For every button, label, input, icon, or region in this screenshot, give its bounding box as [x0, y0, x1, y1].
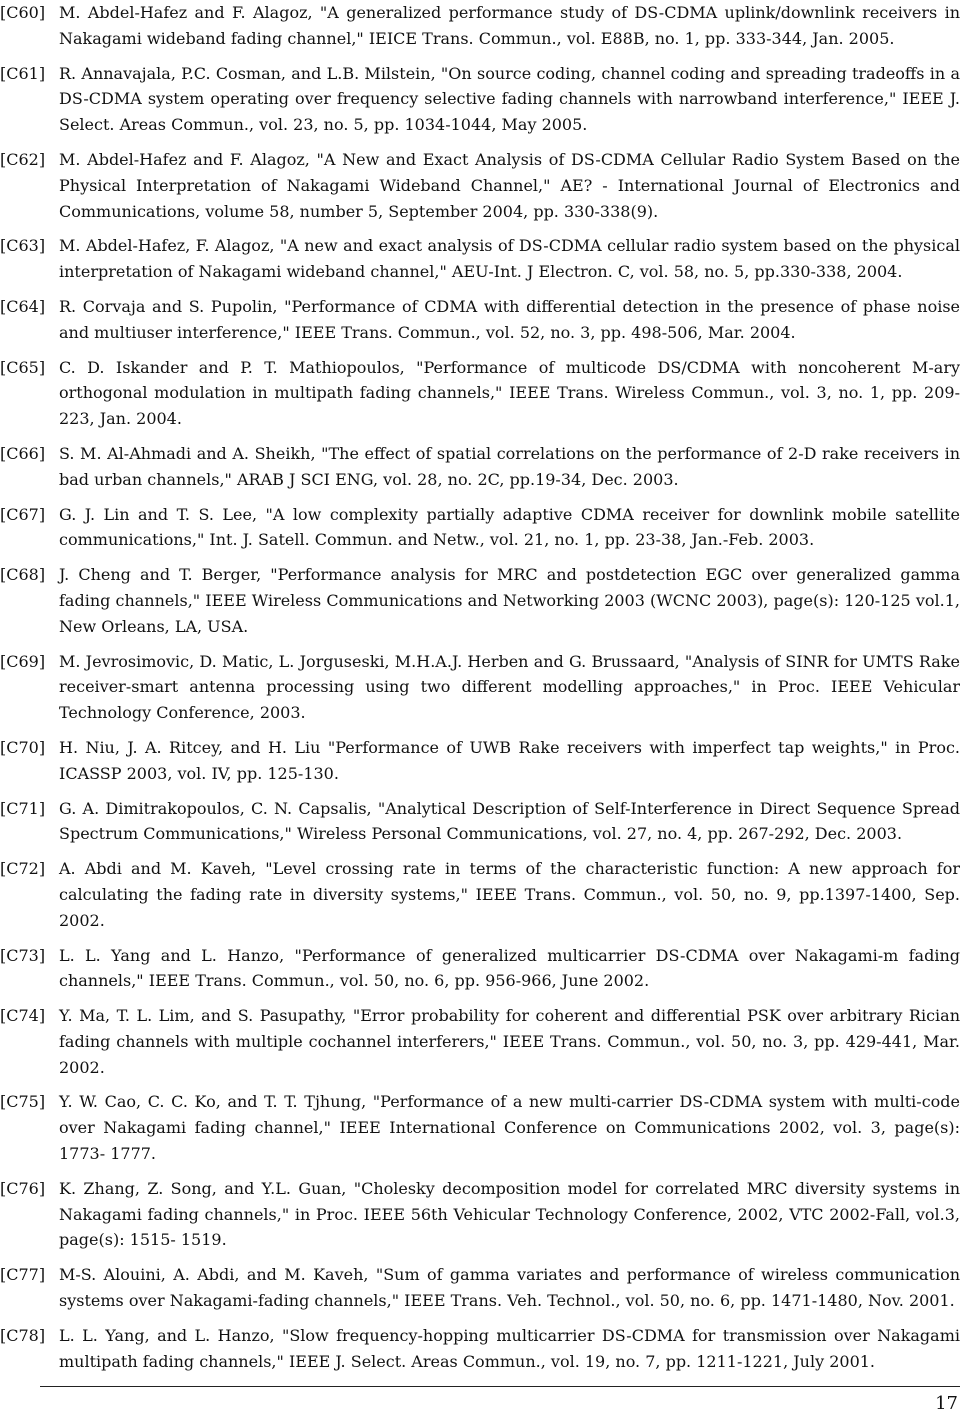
reference-entry: [0, 0, 960, 52]
reference-label: [C65]: [0, 357, 46, 377]
reference-entry: [0, 502, 960, 554]
reference-label: [C66]: [0, 443, 46, 463]
reference-entry: [0, 147, 960, 224]
reference-label: [C69]: [0, 651, 46, 671]
page-number: 17: [935, 1393, 958, 1414]
reference-text: C. D. Iskander and P. T. Mathiopoulos, "Performance of multicode DS/CDMA with noncoherent M-ary orthogonal modulation in multipath fading channels," IEEE Trans. Wireless Commun., vol. 3, no. 1, pp. 209-223, Jan. 2004.: [59, 357, 960, 429]
reference-text: G. A. Dimitrakopoulos, C. N. Capsalis, "Analytical Description of Self-Interference in Direct Sequence Spread Spectrum Communications," Wireless Personal Communications, vol. 27, no. 4, pp. 267-292, Dec. 2003.: [59, 798, 960, 844]
reference-label: [C61]: [0, 63, 46, 83]
reference-text: M. Abdel-Hafez, F. Alagoz, "A new and exact analysis of DS-CDMA cellular radio system based on the physical interpretation of Nakagami wideband channel," AEU-Int. J Electron. C, vol. 58, no. 5, pp.330-338, 2004.: [59, 236, 960, 282]
reference-label: [C74]: [0, 1006, 46, 1026]
reference-text: K. Zhang, Z. Song, and Y.L. Guan, "Cholesky decomposition model for correlated MRC diversity systems in Nakagami fading channels," in Proc. IEEE 56th Vehicular Technology Conference, 2002, VTC 2002-Fall, vol.3, page(s): 1515- 1519.: [59, 1178, 960, 1250]
reference-text: J. Cheng and T. Berger, "Performance analysis for MRC and postdetection EGC over generalized gamma fading channels," IEEE Wireless Communications and Networking 2003 (WCNC 2003), page(s): 120-125 vol.1, New Orleans, LA, USA.: [59, 565, 960, 636]
reference-entry: [0, 355, 960, 432]
reference-label: [C63]: [0, 236, 46, 256]
reference-entry: [0, 735, 960, 787]
footer-rule: [40, 1386, 960, 1387]
reference-text: G. J. Lin and T. S. Lee, "A low complexity partially adaptive CDMA receiver for downlink mobile satellite communications," Int. J. Satell. Commun. and Netw., vol. 21, no. 1, pp. 23-38, Jan.-Feb. 2003.: [59, 504, 960, 550]
reference-text: Y. W. Cao, C. C. Ko, and T. T. Tjhung, "Performance of a new multi-carrier DS-CDMA system with multi-code over Nakagami fading channel," IEEE International Conference on Communications 2002, vol. 3, page(s): 1773- 1777.: [59, 1092, 960, 1164]
reference-label: [C60]: [0, 3, 46, 22]
reference-entry: [0, 294, 960, 346]
reference-text: H. Niu, J. A. Ritcey, and H. Liu "Performance of UWB Rake receivers with imperfect tap weights," in Proc. ICASSP 2003, vol. IV, pp. 125-130.: [59, 737, 960, 783]
reference-text: M. Abdel-Hafez and F. Alagoz, "A generalized performance study of DS-CDMA uplink/downlink receivers in Nakagami wideband fading channel," IEICE Trans. Commun., vol. E88B, no. 1, pp. 333-344, Jan. 2005.: [59, 3, 960, 48]
reference-entry: [0, 649, 960, 726]
reference-label: [C72]: [0, 859, 46, 879]
reference-entry: [0, 943, 960, 995]
reference-entry: [0, 796, 960, 848]
reference-label: [C73]: [0, 945, 46, 965]
reference-entry: [0, 1003, 960, 1080]
reference-label: [C75]: [0, 1092, 46, 1112]
reference-text: S. M. Al-Ahmadi and A. Sheikh, "The effect of spatial correlations on the performance of 2-D rake receivers in bad urban channels," ARAB J SCI ENG, vol. 28, no. 2C, pp.19-34, Dec. 2003.: [59, 443, 960, 489]
reference-text: R. Annavajala, P.C. Cosman, and L.B. Milstein, "On source coding, channel coding and spreading tradeoffs in a DS-CDMA system operating over frequency selective fading channels with narrowband interference," IEEE J. Select. Areas Commun., vol. 23, no. 5, pp. 1034-1044, May 2005.: [59, 63, 960, 135]
reference-entry: [0, 562, 960, 639]
reference-label: [C62]: [0, 149, 46, 169]
reference-text: M-S. Alouini, A. Abdi, and M. Kaveh, "Sum of gamma variates and performance of wireless communication systems over Nakagami-fading channels," IEEE Trans. Veh. Technol., vol. 50, no. 6, pp. 1471-1480, Nov. 2001.: [59, 1265, 960, 1311]
reference-entry: [0, 441, 960, 493]
reference-label: [C78]: [0, 1325, 46, 1345]
reference-entry: [0, 233, 960, 285]
reference-label: [C71]: [0, 798, 46, 818]
reference-label: [C77]: [0, 1265, 46, 1285]
reference-text: R. Corvaja and S. Pupolin, "Performance of CDMA with differential detection in the presence of phase noise and multiuser interference," IEEE Trans. Commun., vol. 52, no. 3, pp. 498-506, Mar. 2004.: [59, 296, 960, 342]
reference-label: [C64]: [0, 296, 46, 316]
reference-text: A. Abdi and M. Kaveh, "Level crossing rate in terms of the characteristic function: A new approach for calculating the fading rate in diversity systems," IEEE Trans. Commun., vol. 50, no. 9, pp.1397-1400, Sep. 2002.: [59, 859, 960, 930]
reference-text: Y. Ma, T. L. Lim, and S. Pasupathy, "Error probability for coherent and differential PSK over arbitrary Rician fading channels with multiple cochannel interferers," IEEE Trans. Commun., vol. 50, no. 3, pp. 429-441, Mar. 2002.: [59, 1006, 960, 1077]
reference-entry: [0, 1323, 960, 1375]
reference-text: L. L. Yang and L. Hanzo, "Performance of generalized multicarrier DS-CDMA over Nakagami-m fading channels," IEEE Trans. Commun., vol. 50, no. 6, pp. 956-966, June 2002.: [59, 945, 960, 991]
reference-entry: [0, 61, 960, 138]
reference-label: [C67]: [0, 504, 46, 524]
reference-entry: [0, 1262, 960, 1314]
reference-text: L. L. Yang, and L. Hanzo, "Slow frequency-hopping multicarrier DS-CDMA for transmission over Nakagami multipath fading channels," IEEE J. Select. Areas Commun., vol. 19, no. 7, pp. 1211-1221, July 2001.: [59, 1325, 960, 1371]
reference-entry: [0, 856, 960, 933]
reference-text: M. Abdel-Hafez and F. Alagoz, "A New and Exact Analysis of DS-CDMA Cellular Radio System Based on the Physical Interpretation of Nakagami Wideband Channel," AE? - International Journal of Electronics and Communications, volume 58, number 5, September 2004, pp. 330-338(9).: [59, 149, 960, 221]
reference-entry: [0, 1176, 960, 1253]
reference-text: M. Jevrosimovic, D. Matic, L. Jorguseski, M.H.A.J. Herben and G. Brussaard, "Analysis of SINR for UMTS Rake receiver-smart antenna processing using two different modelling approaches," in Proc. IEEE Vehicular Technology Conference, 2003.: [59, 651, 960, 723]
reference-label: [C68]: [0, 565, 46, 585]
reference-label: [C70]: [0, 737, 46, 757]
reference-entry: [0, 1089, 960, 1166]
reference-label: [C76]: [0, 1178, 46, 1198]
